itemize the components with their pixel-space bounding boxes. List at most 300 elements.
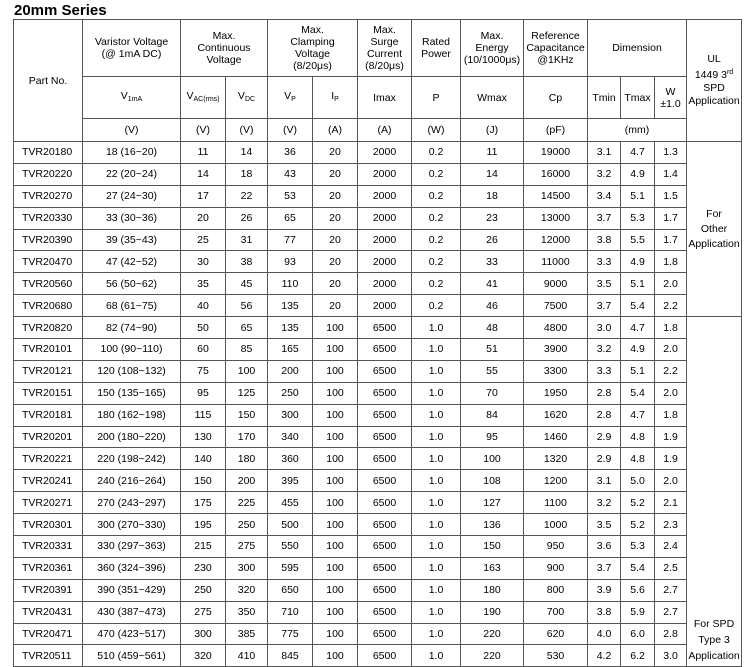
cell-part-no: TVR20820 bbox=[14, 317, 83, 339]
cell-v-ac: 275 bbox=[181, 601, 226, 623]
cell-tmin: 3.2 bbox=[588, 492, 621, 514]
cell-wmax: 108 bbox=[461, 470, 524, 492]
cell-tmax: 4.8 bbox=[621, 448, 655, 470]
cell-i-p: 100 bbox=[313, 448, 358, 470]
cell-cp: 1100 bbox=[524, 492, 588, 514]
cell-part-no: TVR20271 bbox=[14, 492, 83, 514]
cell-tmin: 3.1 bbox=[588, 142, 621, 164]
cell-tmax: 5.2 bbox=[621, 514, 655, 536]
cell-part-no: TVR20180 bbox=[14, 142, 83, 164]
cell-v-dc: 31 bbox=[226, 229, 268, 251]
cell-v-ac: 60 bbox=[181, 339, 226, 361]
unit-cell: (V) bbox=[83, 119, 181, 142]
cell-part-no: TVR20511 bbox=[14, 645, 83, 667]
table-row bbox=[14, 207, 742, 229]
cell-i-p: 100 bbox=[313, 360, 358, 382]
cell-cp: 16000 bbox=[524, 163, 588, 185]
cell-rated-power: 1.0 bbox=[412, 426, 461, 448]
cell-rated-power: 1.0 bbox=[412, 317, 461, 339]
cell-imax: 6500 bbox=[358, 317, 412, 339]
symbol-ip-sub: P bbox=[334, 95, 339, 103]
cell-tmax: 5.9 bbox=[621, 601, 655, 623]
table-row bbox=[14, 601, 742, 623]
cell-w: 2.3 bbox=[655, 514, 687, 536]
application-line: For bbox=[706, 207, 722, 220]
cell-cp: 1000 bbox=[524, 514, 588, 536]
cell-imax: 2000 bbox=[358, 185, 412, 207]
cell-v-dc: 410 bbox=[226, 645, 268, 667]
header-max-energy-text: Max. Energy (10/1000μs) bbox=[463, 30, 521, 66]
cell-varistor-voltage: 200 (180~220) bbox=[83, 426, 181, 448]
symbol-vp bbox=[268, 77, 313, 119]
cell-varistor-voltage: 56 (50~62) bbox=[83, 273, 181, 295]
cell-w: 2.8 bbox=[655, 623, 687, 645]
cell-part-no: TVR20361 bbox=[14, 557, 83, 579]
cell-rated-power: 1.0 bbox=[412, 404, 461, 426]
cell-imax: 6500 bbox=[358, 492, 412, 514]
table-row bbox=[14, 579, 742, 601]
symbol-tmin: Tmin bbox=[588, 77, 621, 119]
symbol-wmax: Wmax bbox=[461, 77, 524, 119]
symbol-tmax: Tmax bbox=[621, 77, 655, 119]
table-row bbox=[14, 317, 742, 339]
cell-rated-power: 1.0 bbox=[412, 536, 461, 558]
cell-varistor-voltage: 33 (30~36) bbox=[83, 207, 181, 229]
symbol-vdc-main: V bbox=[237, 89, 245, 102]
cell-tmax: 4.9 bbox=[621, 339, 655, 361]
cell-w: 2.0 bbox=[655, 339, 687, 361]
cell-part-no: TVR20680 bbox=[14, 295, 83, 317]
cell-i-p: 20 bbox=[313, 207, 358, 229]
cell-v-ac: 14 bbox=[181, 163, 226, 185]
header-ul-spd bbox=[687, 20, 742, 142]
cell-cp: 12000 bbox=[524, 229, 588, 251]
cell-cp: 19000 bbox=[524, 142, 588, 164]
unit-cell: (pF) bbox=[524, 119, 588, 142]
cell-rated-power: 1.0 bbox=[412, 601, 461, 623]
cell-w: 2.2 bbox=[655, 295, 687, 317]
cell-tmax: 5.3 bbox=[621, 536, 655, 558]
cell-varistor-voltage: 330 (297~363) bbox=[83, 536, 181, 558]
table-row bbox=[14, 163, 742, 185]
cell-v-ac: 195 bbox=[181, 514, 226, 536]
cell-i-p: 20 bbox=[313, 295, 358, 317]
cell-varistor-voltage: 390 (351~429) bbox=[83, 579, 181, 601]
cell-v-ac: 35 bbox=[181, 273, 226, 295]
cell-v-p: 340 bbox=[268, 426, 313, 448]
application-line: Application bbox=[688, 650, 740, 663]
cell-wmax: 163 bbox=[461, 557, 524, 579]
cell-rated-power: 1.0 bbox=[412, 579, 461, 601]
cell-tmin: 3.8 bbox=[588, 229, 621, 251]
application-spd-type3 bbox=[687, 317, 742, 667]
cell-cp: 3300 bbox=[524, 360, 588, 382]
cell-cp: 1320 bbox=[524, 448, 588, 470]
cell-imax: 2000 bbox=[358, 295, 412, 317]
cell-tmin: 4.0 bbox=[588, 623, 621, 645]
cell-i-p: 100 bbox=[313, 470, 358, 492]
cell-part-no: TVR20391 bbox=[14, 579, 83, 601]
header-varistor-voltage bbox=[83, 20, 181, 77]
cell-v-ac: 20 bbox=[181, 207, 226, 229]
cell-wmax: 41 bbox=[461, 273, 524, 295]
cell-i-p: 20 bbox=[313, 229, 358, 251]
cell-rated-power: 1.0 bbox=[412, 492, 461, 514]
cell-tmax: 4.9 bbox=[621, 251, 655, 273]
cell-cp: 7500 bbox=[524, 295, 588, 317]
header-max-surge-text: Max. Surge Current (8/20μs) bbox=[365, 24, 404, 72]
cell-part-no: TVR20471 bbox=[14, 623, 83, 645]
unit-cell: (V) bbox=[226, 119, 268, 142]
symbol-vdc-sub: DC bbox=[244, 95, 256, 103]
cell-v-p: 360 bbox=[268, 448, 313, 470]
cell-cp: 9000 bbox=[524, 273, 588, 295]
cell-wmax: 14 bbox=[461, 163, 524, 185]
cell-cp: 1200 bbox=[524, 470, 588, 492]
symbol-vp-main: V bbox=[284, 89, 292, 102]
cell-v-p: 845 bbox=[268, 645, 313, 667]
cell-wmax: 23 bbox=[461, 207, 524, 229]
table-row bbox=[14, 251, 742, 273]
spec-table bbox=[13, 19, 742, 667]
cell-v-dc: 125 bbox=[226, 382, 268, 404]
table-row bbox=[14, 185, 742, 207]
symbol-vdc bbox=[226, 77, 268, 119]
cell-wmax: 55 bbox=[461, 360, 524, 382]
cell-v-p: 300 bbox=[268, 404, 313, 426]
cell-v-p: 36 bbox=[268, 142, 313, 164]
header-reference-capacitance-text: Reference Capacitance @1KHz bbox=[526, 30, 585, 66]
cell-cp: 1620 bbox=[524, 404, 588, 426]
cell-v-p: 43 bbox=[268, 163, 313, 185]
cell-wmax: 84 bbox=[461, 404, 524, 426]
cell-cp: 530 bbox=[524, 645, 588, 667]
header-ul-line1: UL bbox=[707, 53, 721, 65]
cell-tmin: 4.2 bbox=[588, 645, 621, 667]
cell-part-no: TVR20330 bbox=[14, 207, 83, 229]
cell-v-ac: 175 bbox=[181, 492, 226, 514]
cell-wmax: 18 bbox=[461, 185, 524, 207]
cell-i-p: 100 bbox=[313, 623, 358, 645]
symbol-ip-main: I bbox=[331, 89, 335, 102]
cell-w: 1.8 bbox=[655, 317, 687, 339]
cell-rated-power: 0.2 bbox=[412, 163, 461, 185]
header-ul-line3: SPD bbox=[703, 82, 725, 94]
cell-v-dc: 385 bbox=[226, 623, 268, 645]
cell-imax: 6500 bbox=[358, 470, 412, 492]
cell-tmax: 5.1 bbox=[621, 273, 655, 295]
cell-v-p: 550 bbox=[268, 536, 313, 558]
cell-tmax: 4.7 bbox=[621, 404, 655, 426]
cell-tmax: 5.5 bbox=[621, 229, 655, 251]
table-row bbox=[14, 645, 742, 667]
cell-w: 2.4 bbox=[655, 536, 687, 558]
cell-wmax: 127 bbox=[461, 492, 524, 514]
cell-rated-power: 1.0 bbox=[412, 514, 461, 536]
cell-v-dc: 100 bbox=[226, 360, 268, 382]
header-max-continuous-text: Max. Continuous Voltage bbox=[197, 30, 251, 66]
cell-part-no: TVR20331 bbox=[14, 536, 83, 558]
cell-tmax: 4.7 bbox=[621, 317, 655, 339]
cell-v-ac: 40 bbox=[181, 295, 226, 317]
cell-v-p: 135 bbox=[268, 295, 313, 317]
symbol-ip bbox=[313, 77, 358, 119]
cell-i-p: 100 bbox=[313, 536, 358, 558]
cell-rated-power: 1.0 bbox=[412, 470, 461, 492]
header-varistor-label: Varistor Voltage (@ 1mA DC) bbox=[94, 36, 169, 60]
cell-imax: 6500 bbox=[358, 339, 412, 361]
cell-v-p: 455 bbox=[268, 492, 313, 514]
cell-v-ac: 215 bbox=[181, 536, 226, 558]
cell-varistor-voltage: 120 (108~132) bbox=[83, 360, 181, 382]
cell-varistor-voltage: 220 (198~242) bbox=[83, 448, 181, 470]
cell-v-ac: 230 bbox=[181, 557, 226, 579]
cell-tmax: 5.4 bbox=[621, 295, 655, 317]
cell-i-p: 20 bbox=[313, 185, 358, 207]
cell-tmin: 3.1 bbox=[588, 470, 621, 492]
cell-imax: 2000 bbox=[358, 273, 412, 295]
cell-i-p: 100 bbox=[313, 492, 358, 514]
cell-tmin: 3.9 bbox=[588, 579, 621, 601]
application-line: For SPD bbox=[693, 618, 735, 631]
cell-part-no: TVR20301 bbox=[14, 514, 83, 536]
header-part-no: Part No. bbox=[14, 20, 83, 142]
cell-v-p: 110 bbox=[268, 273, 313, 295]
cell-v-dc: 180 bbox=[226, 448, 268, 470]
cell-v-dc: 225 bbox=[226, 492, 268, 514]
cell-tmax: 5.6 bbox=[621, 579, 655, 601]
symbol-v1ma-main: V bbox=[120, 89, 128, 102]
cell-tmax: 4.8 bbox=[621, 426, 655, 448]
cell-varistor-voltage: 240 (216~264) bbox=[83, 470, 181, 492]
unit-cell: (V) bbox=[268, 119, 313, 142]
header-max-clamping bbox=[268, 20, 358, 77]
cell-v-ac: 150 bbox=[181, 470, 226, 492]
cell-varistor-voltage: 22 (20~24) bbox=[83, 163, 181, 185]
cell-tmin: 2.8 bbox=[588, 382, 621, 404]
cell-cp: 950 bbox=[524, 536, 588, 558]
cell-rated-power: 1.0 bbox=[412, 557, 461, 579]
cell-imax: 6500 bbox=[358, 382, 412, 404]
header-rated-power-text: Rated Power bbox=[421, 36, 451, 60]
cell-wmax: 100 bbox=[461, 448, 524, 470]
cell-v-p: 165 bbox=[268, 339, 313, 361]
header-max-surge bbox=[358, 20, 412, 77]
cell-i-p: 100 bbox=[313, 557, 358, 579]
cell-cp: 14500 bbox=[524, 185, 588, 207]
cell-tmax: 5.4 bbox=[621, 382, 655, 404]
cell-w: 2.0 bbox=[655, 470, 687, 492]
cell-varistor-voltage: 150 (135~165) bbox=[83, 382, 181, 404]
unit-cell-dimension: (mm) bbox=[588, 119, 687, 142]
cell-tmin: 2.9 bbox=[588, 426, 621, 448]
application-line: Application bbox=[688, 237, 740, 250]
cell-wmax: 180 bbox=[461, 579, 524, 601]
cell-wmax: 190 bbox=[461, 601, 524, 623]
cell-imax: 6500 bbox=[358, 426, 412, 448]
cell-varistor-voltage: 27 (24~30) bbox=[83, 185, 181, 207]
header-ul-line4: Application bbox=[688, 95, 740, 107]
cell-w: 2.7 bbox=[655, 579, 687, 601]
cell-v-dc: 300 bbox=[226, 557, 268, 579]
cell-rated-power: 1.0 bbox=[412, 645, 461, 667]
cell-tmin: 3.5 bbox=[588, 273, 621, 295]
cell-v-dc: 85 bbox=[226, 339, 268, 361]
application-line: Other bbox=[700, 222, 728, 235]
table-header bbox=[14, 20, 742, 142]
symbol-v1ma-sub: 1mA bbox=[127, 95, 143, 103]
cell-v-dc: 350 bbox=[226, 601, 268, 623]
table-row bbox=[14, 360, 742, 382]
cell-tmin: 3.3 bbox=[588, 251, 621, 273]
cell-i-p: 100 bbox=[313, 404, 358, 426]
cell-varistor-voltage: 47 (42~52) bbox=[83, 251, 181, 273]
cell-rated-power: 1.0 bbox=[412, 339, 461, 361]
cell-cp: 3900 bbox=[524, 339, 588, 361]
cell-v-dc: 18 bbox=[226, 163, 268, 185]
cell-wmax: 33 bbox=[461, 251, 524, 273]
cell-wmax: 70 bbox=[461, 382, 524, 404]
cell-tmin: 3.7 bbox=[588, 295, 621, 317]
cell-varistor-voltage: 360 (324~396) bbox=[83, 557, 181, 579]
cell-wmax: 136 bbox=[461, 514, 524, 536]
cell-w: 2.7 bbox=[655, 601, 687, 623]
cell-part-no: TVR20470 bbox=[14, 251, 83, 273]
header-ul-sup: rd bbox=[726, 69, 734, 76]
cell-v-ac: 50 bbox=[181, 317, 226, 339]
cell-v-ac: 30 bbox=[181, 251, 226, 273]
cell-v-ac: 11 bbox=[181, 142, 226, 164]
cell-part-no: TVR20121 bbox=[14, 360, 83, 382]
cell-i-p: 100 bbox=[313, 514, 358, 536]
cell-i-p: 100 bbox=[313, 382, 358, 404]
table-row bbox=[14, 623, 742, 645]
unit-cell: (J) bbox=[461, 119, 524, 142]
cell-v-p: 250 bbox=[268, 382, 313, 404]
cell-v-p: 53 bbox=[268, 185, 313, 207]
cell-v-dc: 150 bbox=[226, 404, 268, 426]
table-row bbox=[14, 229, 742, 251]
cell-w: 2.2 bbox=[655, 360, 687, 382]
cell-w: 2.0 bbox=[655, 273, 687, 295]
unit-cell: (A) bbox=[358, 119, 412, 142]
cell-v-dc: 170 bbox=[226, 426, 268, 448]
cell-w: 1.7 bbox=[655, 229, 687, 251]
cell-i-p: 20 bbox=[313, 251, 358, 273]
unit-cell: (A) bbox=[313, 119, 358, 142]
cell-w: 2.0 bbox=[655, 382, 687, 404]
cell-varistor-voltage: 82 (74~90) bbox=[83, 317, 181, 339]
cell-imax: 2000 bbox=[358, 251, 412, 273]
symbol-vp-sub: P bbox=[291, 95, 296, 103]
cell-v-dc: 22 bbox=[226, 185, 268, 207]
cell-v-dc: 56 bbox=[226, 295, 268, 317]
header-max-energy bbox=[461, 20, 524, 77]
cell-wmax: 26 bbox=[461, 229, 524, 251]
cell-tmin: 3.7 bbox=[588, 557, 621, 579]
cell-cp: 1460 bbox=[524, 426, 588, 448]
cell-part-no: TVR20390 bbox=[14, 229, 83, 251]
symbol-cp: Cp bbox=[524, 77, 588, 119]
cell-i-p: 20 bbox=[313, 142, 358, 164]
cell-cp: 11000 bbox=[524, 251, 588, 273]
cell-w: 2.1 bbox=[655, 492, 687, 514]
cell-tmin: 3.6 bbox=[588, 536, 621, 558]
cell-imax: 2000 bbox=[358, 142, 412, 164]
cell-w: 1.7 bbox=[655, 207, 687, 229]
cell-v-dc: 14 bbox=[226, 142, 268, 164]
cell-part-no: TVR20560 bbox=[14, 273, 83, 295]
cell-w: 1.8 bbox=[655, 404, 687, 426]
cell-imax: 6500 bbox=[358, 601, 412, 623]
cell-rated-power: 1.0 bbox=[412, 360, 461, 382]
cell-tmax: 5.0 bbox=[621, 470, 655, 492]
table-row bbox=[14, 470, 742, 492]
cell-tmin: 2.9 bbox=[588, 448, 621, 470]
cell-v-p: 200 bbox=[268, 360, 313, 382]
table-row bbox=[14, 382, 742, 404]
cell-wmax: 11 bbox=[461, 142, 524, 164]
table-row bbox=[14, 448, 742, 470]
cell-imax: 2000 bbox=[358, 163, 412, 185]
cell-imax: 6500 bbox=[358, 536, 412, 558]
cell-part-no: TVR20101 bbox=[14, 339, 83, 361]
cell-v-ac: 115 bbox=[181, 404, 226, 426]
cell-tmin: 3.5 bbox=[588, 514, 621, 536]
cell-w: 3.0 bbox=[655, 645, 687, 667]
cell-varistor-voltage: 470 (423~517) bbox=[83, 623, 181, 645]
cell-tmax: 4.9 bbox=[621, 163, 655, 185]
cell-rated-power: 0.2 bbox=[412, 273, 461, 295]
cell-varistor-voltage: 68 (61~75) bbox=[83, 295, 181, 317]
cell-rated-power: 1.0 bbox=[412, 448, 461, 470]
cell-part-no: TVR20220 bbox=[14, 163, 83, 185]
table-row bbox=[14, 536, 742, 558]
cell-rated-power: 0.2 bbox=[412, 142, 461, 164]
cell-tmax: 5.3 bbox=[621, 207, 655, 229]
table-row bbox=[14, 557, 742, 579]
table-row bbox=[14, 404, 742, 426]
table-row bbox=[14, 492, 742, 514]
cell-part-no: TVR20431 bbox=[14, 601, 83, 623]
cell-v-dc: 275 bbox=[226, 536, 268, 558]
cell-v-p: 395 bbox=[268, 470, 313, 492]
cell-v-ac: 250 bbox=[181, 579, 226, 601]
cell-v-p: 595 bbox=[268, 557, 313, 579]
cell-cp: 13000 bbox=[524, 207, 588, 229]
unit-cell: (W) bbox=[412, 119, 461, 142]
cell-imax: 6500 bbox=[358, 360, 412, 382]
header-rated-power bbox=[412, 20, 461, 77]
header-dimension: Dimension bbox=[588, 20, 687, 77]
cell-varistor-voltage: 300 (270~330) bbox=[83, 514, 181, 536]
cell-imax: 6500 bbox=[358, 514, 412, 536]
cell-part-no: TVR20270 bbox=[14, 185, 83, 207]
header-ul-line2: 1449 3 bbox=[694, 69, 727, 81]
cell-tmax: 6.0 bbox=[621, 623, 655, 645]
cell-w: 2.5 bbox=[655, 557, 687, 579]
cell-v-ac: 300 bbox=[181, 623, 226, 645]
symbol-p: P bbox=[412, 77, 461, 119]
cell-i-p: 100 bbox=[313, 317, 358, 339]
table-row bbox=[14, 142, 742, 164]
cell-i-p: 100 bbox=[313, 601, 358, 623]
cell-rated-power: 0.2 bbox=[412, 251, 461, 273]
application-other bbox=[687, 142, 742, 317]
cell-v-p: 77 bbox=[268, 229, 313, 251]
cell-varistor-voltage: 100 (90~110) bbox=[83, 339, 181, 361]
symbol-vac-sub: AC(rms) bbox=[193, 95, 220, 103]
